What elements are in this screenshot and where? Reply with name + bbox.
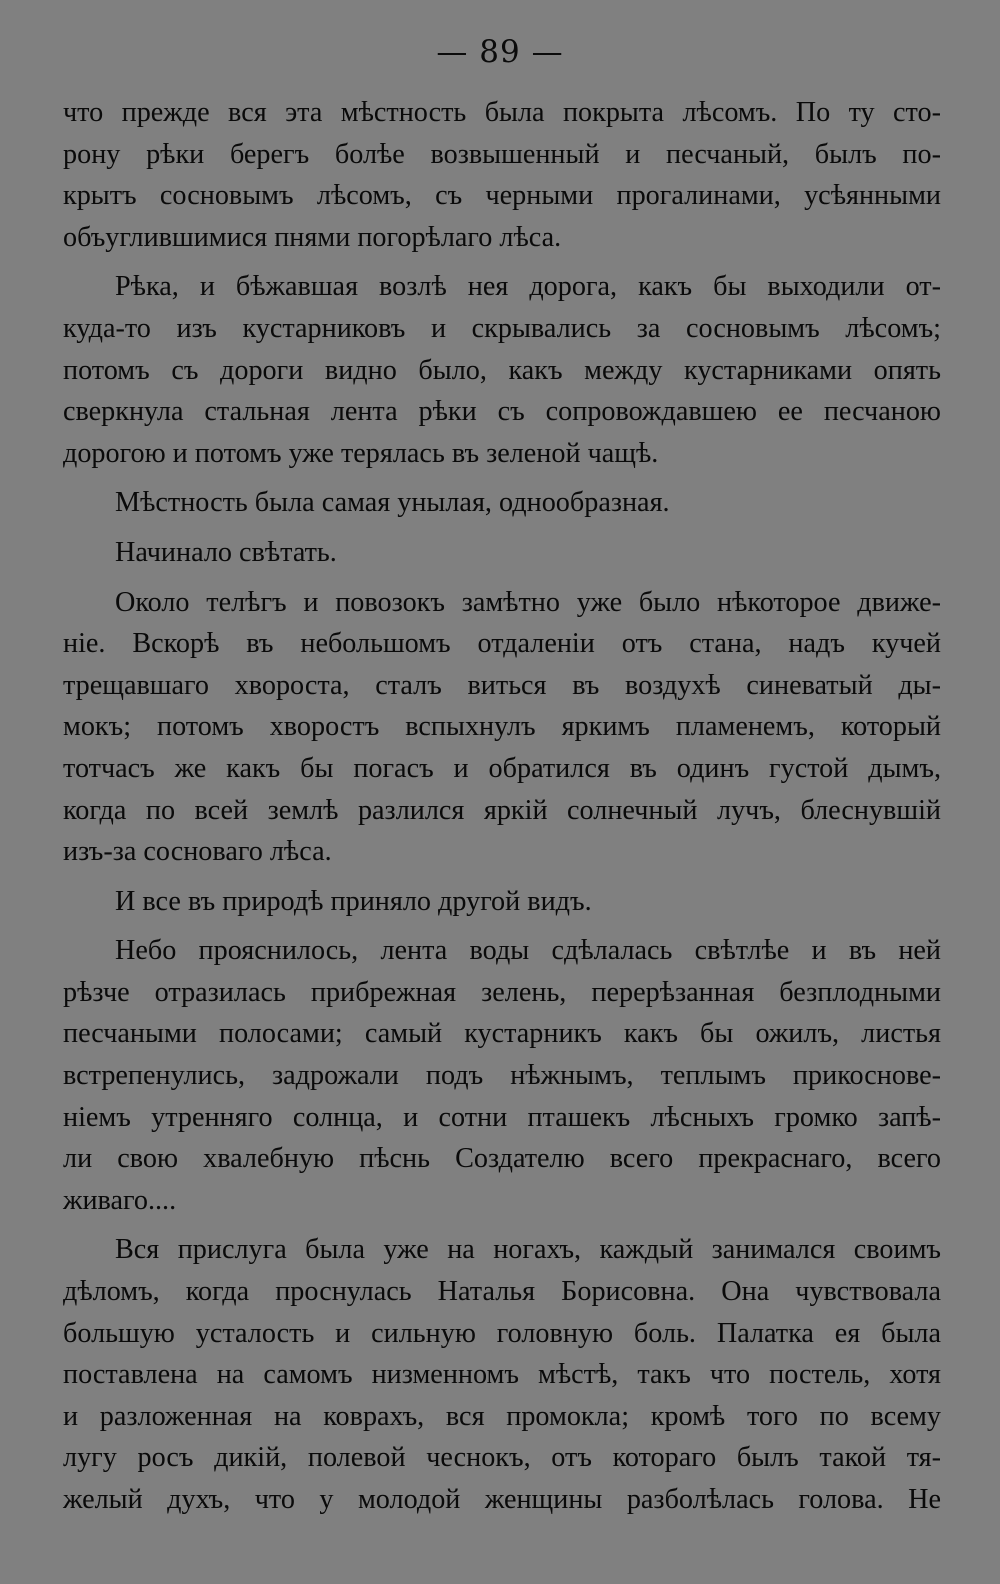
text-line: потомъ съ дороги видно было, какъ между кустарниками опять — [63, 354, 941, 386]
text-line: что прежде вся эта мѣстность была покрыта лѣсомъ. По ту сто- — [63, 97, 941, 128]
text-line: ніемъ утренняго солнца, и сотни пташекъ лѣсныхъ громко запѣ- — [63, 1101, 941, 1133]
text-line: дорогою и потомъ уже терялась въ зеленой чащѣ. — [63, 437, 659, 469]
paragraph — [63, 266, 941, 474]
paragraph — [63, 881, 941, 923]
text-line: Небо прояснилось, лента воды сдѣлалась свѣтлѣе и въ ней — [115, 935, 941, 967]
paragraph — [63, 92, 941, 258]
paragraph — [63, 930, 941, 1221]
text-line: тотчасъ же какъ бы погасъ и обратился въ одинъ густой дымъ, — [63, 752, 941, 784]
text-line: Около телѣгъ и повозокъ замѣтно уже было нѣкоторое движе- — [115, 586, 941, 618]
text-line: Вся прислуга была уже на ногахъ, каждый занимался своимъ — [115, 1234, 941, 1266]
paragraph — [63, 532, 941, 574]
text-line: Мѣстность была самая унылая, однообразная. — [115, 487, 670, 519]
text-line: изъ-за сосноваго лѣса. — [63, 836, 332, 868]
text-line: поставлена на самомъ низменномъ мѣстѣ, такъ что постель, хотя — [63, 1359, 941, 1391]
text-line: ніе. Вскорѣ въ небольшомъ отдаленіи отъ стана, надъ кучей — [63, 628, 941, 660]
text-line: когда по всей землѣ разлился яркій солнечный лучъ, блеснувшій — [63, 794, 941, 826]
text-line: Рѣка, и бѣжавшая возлѣ нея дорога, какъ бы выходили от- — [115, 271, 941, 303]
text-line: сверкнула стальная лента рѣки съ сопровождавшею ее песчаною — [63, 396, 941, 428]
text-line: мокъ; потомъ хворостъ вспыхнулъ яркимъ пламенемъ, который — [63, 711, 941, 743]
text-line: песчаными полосами; самый кустарникъ какъ бы ожилъ, листья — [63, 1018, 941, 1050]
text-line: лугу росъ дикій, полевой чеснокъ, отъ котораго былъ такой тя- — [63, 1442, 941, 1474]
text-line: трещавшаго хвороста, сталъ виться въ воздухѣ синеватый ды- — [63, 669, 941, 701]
text-line: желый духъ, что у молодой женщины разболѣлась голова. Не — [63, 1484, 941, 1515]
text-line: рону рѣки берегъ болѣе возвышенный и песчаный, былъ по- — [63, 138, 941, 170]
text-line: встрепенулись, задрожали подъ нѣжнымъ, теплымъ прикоснове- — [63, 1060, 941, 1092]
text-line: ли свою хвалебную пѣснь Создателю всего прекраснаго, всего — [63, 1143, 941, 1175]
page-number: — 89 — — [436, 34, 564, 70]
text-line: большую усталость и сильную головную боль. Палатка ея была — [63, 1317, 941, 1349]
paragraph — [63, 482, 941, 524]
text-line: дѣломъ, когда проснулась Наталья Борисовна. Она чувствовала — [63, 1276, 941, 1308]
text-line: куда-то изъ кустарниковъ и скрывались за сосновымъ лѣсомъ; — [63, 312, 941, 344]
paragraph — [63, 582, 941, 873]
text-line: живаго.... — [63, 1184, 177, 1216]
text-line: крытъ сосновымъ лѣсомъ, съ черными прогалинами, усѣянными — [63, 180, 941, 212]
page-text — [63, 92, 941, 1529]
text-line: и разложенная на коврахъ, вся промокла; кромѣ того по всему — [63, 1400, 941, 1432]
paragraph — [63, 1229, 941, 1520]
text-line: объуглившимися пнями погорѣлаго лѣса. — [63, 221, 562, 253]
text-line: И все въ природѣ приняло другой видъ. — [115, 885, 592, 917]
text-line: Начинало свѣтать. — [115, 536, 337, 568]
text-line: рѣзче отразилась прибрежная зелень, перерѣзанная безплодными — [63, 976, 941, 1008]
